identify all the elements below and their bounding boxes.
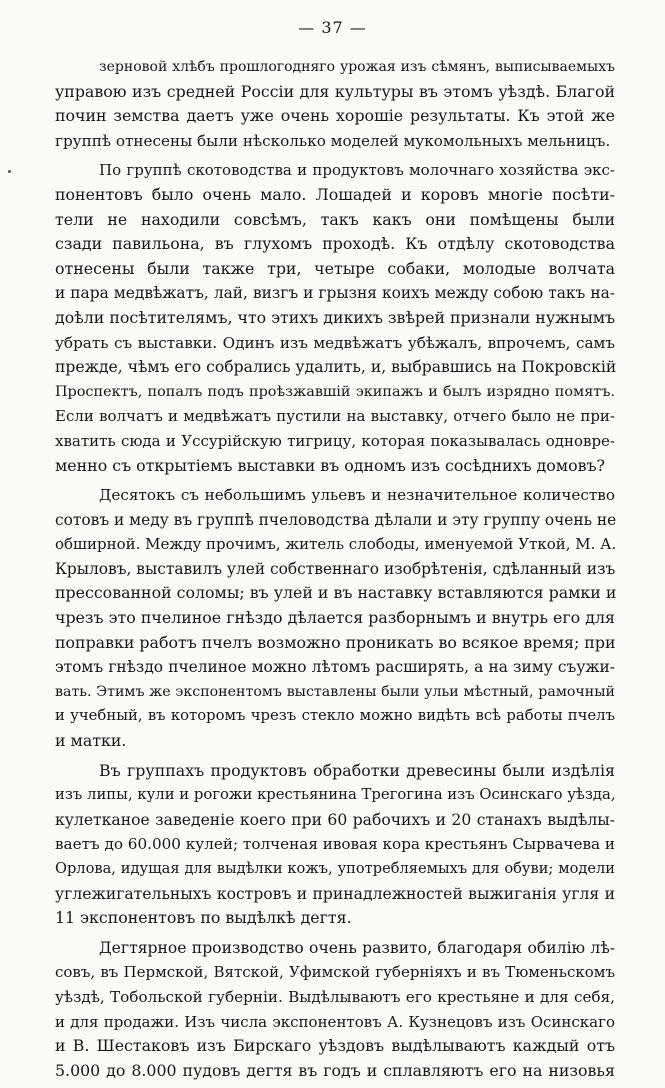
text-line: отнесены были также три, четыре собаки, молодые волчата xyxy=(55,258,615,278)
text-line: и учебный, въ которомъ чрезъ стекло можно видѣть всѣ работы пчелъ xyxy=(55,707,615,725)
text-line: прессованной соломы; въ улей и въ наставку вставляются рамки и xyxy=(55,583,617,603)
text-line: этомъ гнѣздо пчелиное можно лѣтомъ расширять, а на зиму съужи- xyxy=(55,658,615,677)
text-line: почин земства даетъ уже очень хорошіе результаты. Къ этой же xyxy=(55,106,615,126)
text-line: менно съ открытіемъ выставки въ одномъ изъ сосѣднихъ домовъ? xyxy=(55,455,605,475)
text-line: зерновой хлѣбъ прошлогодняго урожая изъ сѣмянъ, выписываемыхъ xyxy=(99,59,615,75)
text-line: и для продажи. Изъ числа экспонентовъ А. Кузнецовъ изъ Осинскаго xyxy=(55,1012,615,1031)
text-line: тели не находили совсѣмъ, такъ какъ они помѣщены были xyxy=(55,209,615,229)
text-line: ваетъ до 60.000 кулей; толченая ивовая кора крестьянъ Сырвачева и xyxy=(55,835,615,854)
text-line: поправки работъ пчелъ возможно проникать во всякое время; при xyxy=(55,632,616,652)
margin-speck xyxy=(8,170,11,173)
text-line: управою изъ средней Россіи для культуры въ этомъ уѣздѣ. Благой xyxy=(55,81,615,101)
text-line: кулетканое заведеніе коего при 60 рабочихъ и 20 станахъ выдѣлы- xyxy=(55,810,615,829)
body-text xyxy=(55,55,615,1088)
text-line: обширной. Между прочимъ, житель слободы, именуемой Уткой, М. А. xyxy=(55,535,617,554)
text-line: группѣ отнесены были нѣсколько моделей мукомольныхъ мельницъ. xyxy=(55,131,611,150)
paragraph xyxy=(55,55,615,153)
text-line: сотовъ и меду въ группѣ пчеловодства дѣлали и эту группу очень не xyxy=(55,510,617,529)
text-line: совъ, въ Пермской, Вятской, Уфимской губерніяхъ и въ Тюменьскомъ xyxy=(55,963,615,982)
text-line: Крыловъ, выставилъ улей собственнаго изобрѣтенія, сдѣланный изъ xyxy=(55,559,616,578)
text-line: прежде, чѣмъ его собрались удалить, и, выбравшись на Покровскій xyxy=(55,358,617,377)
text-line: и В. Шестаковъ изъ Бирскаго уѣздовъ выдѣлываютъ каждый отъ xyxy=(55,1036,615,1056)
text-line: углежигательныхъ костровъ и принадлежностей выжиганія угля и xyxy=(55,884,615,903)
text-line: убрать съ выставки. Одинъ изъ медвѣжатъ убѣжалъ, впрочемъ, самъ xyxy=(55,333,615,352)
text-line: По группѣ скотоводства и продуктовъ молочнаго хозяйства экс- xyxy=(99,161,615,180)
text-line: хватить сюда и Уссурійскую тигрицу, которая показывалась одновре- xyxy=(55,431,615,450)
text-line: доѣли посѣтителямъ, что этихъ дикихъ звѣрей признали нужнымъ xyxy=(55,307,616,327)
paragraph xyxy=(55,158,615,478)
text-line: понентовъ было очень мало. Лошадей и коровъ многіе посѣти- xyxy=(55,184,615,204)
text-line: Въ группахъ продуктовъ обработки древесины были издѣлія xyxy=(99,760,615,780)
text-line: Проспектъ, попалъ подъ проѣзжавшій экипажъ и былъ изрядно помятъ. xyxy=(55,383,615,400)
text-line: чрезъ это пчелиное гнѣздо дѣлается разборнымъ и внутрь его для xyxy=(55,608,615,628)
text-line: и матки. xyxy=(55,731,127,751)
text-line: Орлова, идущая для выдѣлки кожъ, употребляемыхъ для обуви; модели xyxy=(55,860,615,877)
text-line: сзади павильона, въ глухомъ проходѣ. Къ отдѣлу скотоводства xyxy=(55,234,615,254)
text-line: изъ липы, кули и рогожи крестьянина Трегогина изъ Осинскаго уѣзда, xyxy=(55,786,616,804)
text-line: 5.000 до 8.000 пудовъ дегтя въ годъ и сплавляютъ его на низовья xyxy=(55,1060,615,1080)
text-line: и пара медвѣжатъ, лай, визгъ и грызня коихъ между собою такъ на- xyxy=(55,284,615,303)
text-line: Дегтярное производство очень развито, благодаря обилію лѣ- xyxy=(99,938,615,957)
text-line: Десятокъ съ небольшимъ ульевъ и незначительное количество xyxy=(99,486,615,505)
paragraph xyxy=(55,483,615,754)
text-line: 11 экспонентовъ по выдѣлкѣ дегтя. xyxy=(55,908,352,928)
text-line: вать. Этимъ же экспонентомъ выставлены были ульи мѣстный, рамочный xyxy=(55,683,615,700)
text-line: уѣздѣ, Тобольской губерніи. Выдѣлываютъ его крестьяне и для себя, xyxy=(55,987,615,1006)
page-number: — 37 — xyxy=(298,18,367,37)
paragraph xyxy=(55,759,615,931)
text-line: Если волчатъ и медвѣжатъ пустили на выставку, отчего было не при- xyxy=(55,407,615,426)
paragraph xyxy=(55,936,615,1084)
